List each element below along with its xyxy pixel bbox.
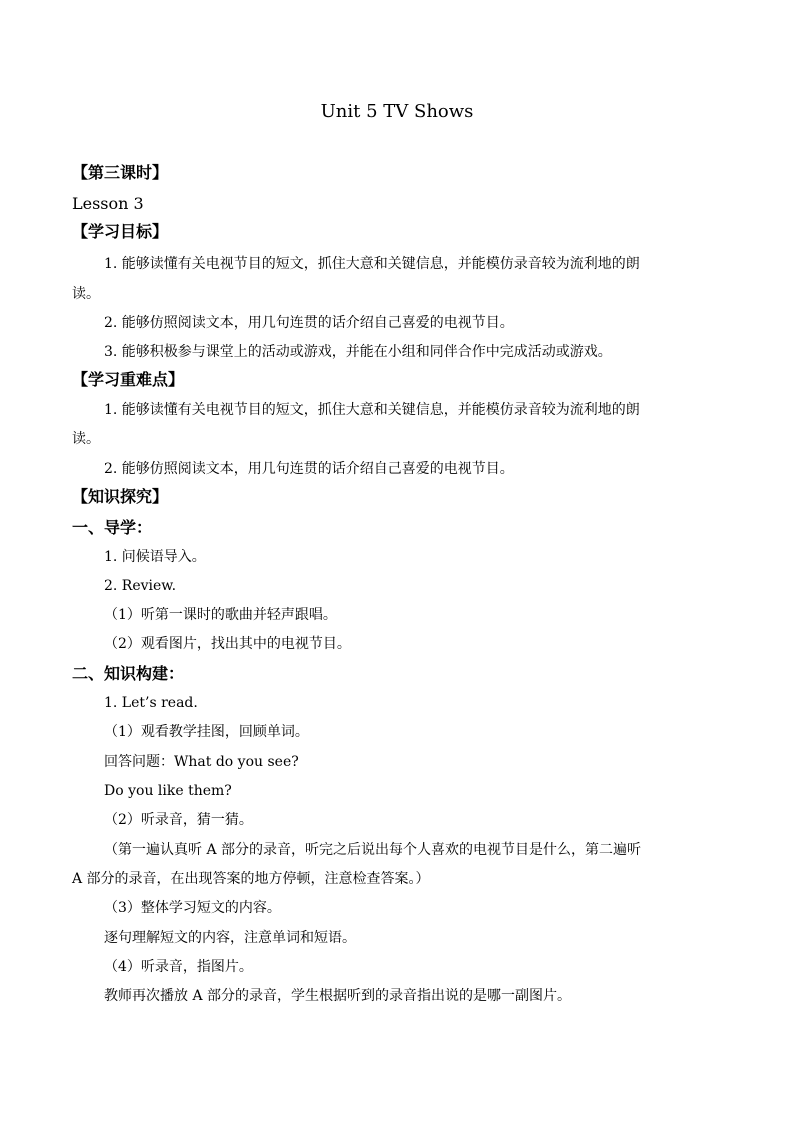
- section-2-sub-3: （3）整体学习短文的内容。: [104, 900, 281, 916]
- section-2-note-cont: A 部分的录音，在出现答案的地方停顿，注意检查答案。）: [72, 871, 430, 887]
- section-1-sub-1: （1）听第一课时的歌曲并轻声跟唱。: [104, 607, 337, 623]
- key-points-heading: 【学习重难点】: [72, 370, 185, 389]
- section-1-item-2: 2. Review.: [104, 578, 177, 594]
- section-2-question-2: Do you like them?: [104, 783, 232, 799]
- objective-item-2: 2. 能够仿照阅读文本，用几句连贯的话介绍自己喜爱的电视节目。: [104, 315, 514, 331]
- section-1-item-1: 1. 问候语导入。: [104, 549, 206, 565]
- section-2-note: （第一遍认真听 A 部分的录音，听完之后说出每个人喜欢的电视节目是什么，第二遍听: [104, 842, 642, 858]
- objective-item-3: 3. 能够积极参与课堂上的活动或游戏，并能在小组和同伴合作中完成活动或游戏。: [104, 344, 612, 360]
- section-2-sub-1: （1）观看教学挂图，回顾单词。: [104, 724, 309, 740]
- period-heading: 【第三课时】: [72, 163, 169, 182]
- section-2-sub-3-text: 逐句理解短文的内容，注意单词和短语。: [104, 930, 356, 946]
- lesson-label: Lesson 3: [72, 194, 144, 213]
- section-2-sub-2: （2）听录音，猜一猜。: [104, 812, 253, 828]
- objective-item-1: 1. 能够读懂有关电视节目的短文，抓住大意和关键信息，并能模仿录音较为流利地的朗: [104, 256, 640, 272]
- section-2-heading: 二、知识构建：: [72, 664, 185, 683]
- document-title: Unit 5 TV Shows: [320, 101, 474, 122]
- objectives-heading: 【学习目标】: [72, 222, 169, 241]
- section-1-sub-2: （2）观看图片，找出其中的电视节目。: [104, 636, 351, 652]
- exploration-heading: 【知识探究】: [72, 487, 169, 506]
- section-2-question-1: 回答问题：What do you see?: [104, 754, 299, 770]
- section-1-heading: 一、导学：: [72, 518, 153, 537]
- section-2-item-1: 1. Let’s read.: [104, 695, 198, 711]
- objective-item-1-cont: 读。: [72, 286, 100, 302]
- key-point-item-1-cont: 读。: [72, 431, 100, 447]
- key-point-item-2: 2. 能够仿照阅读文本，用几句连贯的话介绍自己喜爱的电视节目。: [104, 461, 514, 477]
- section-2-sub-4-text: 教师再次播放 A 部分的录音，学生根据听到的录音指出说的是哪一副图片。: [104, 988, 572, 1004]
- key-point-item-1: 1. 能够读懂有关电视节目的短文，抓住大意和关键信息，并能模仿录音较为流利地的朗: [104, 402, 640, 418]
- section-2-sub-4: （4）听录音，指图片。: [104, 959, 253, 975]
